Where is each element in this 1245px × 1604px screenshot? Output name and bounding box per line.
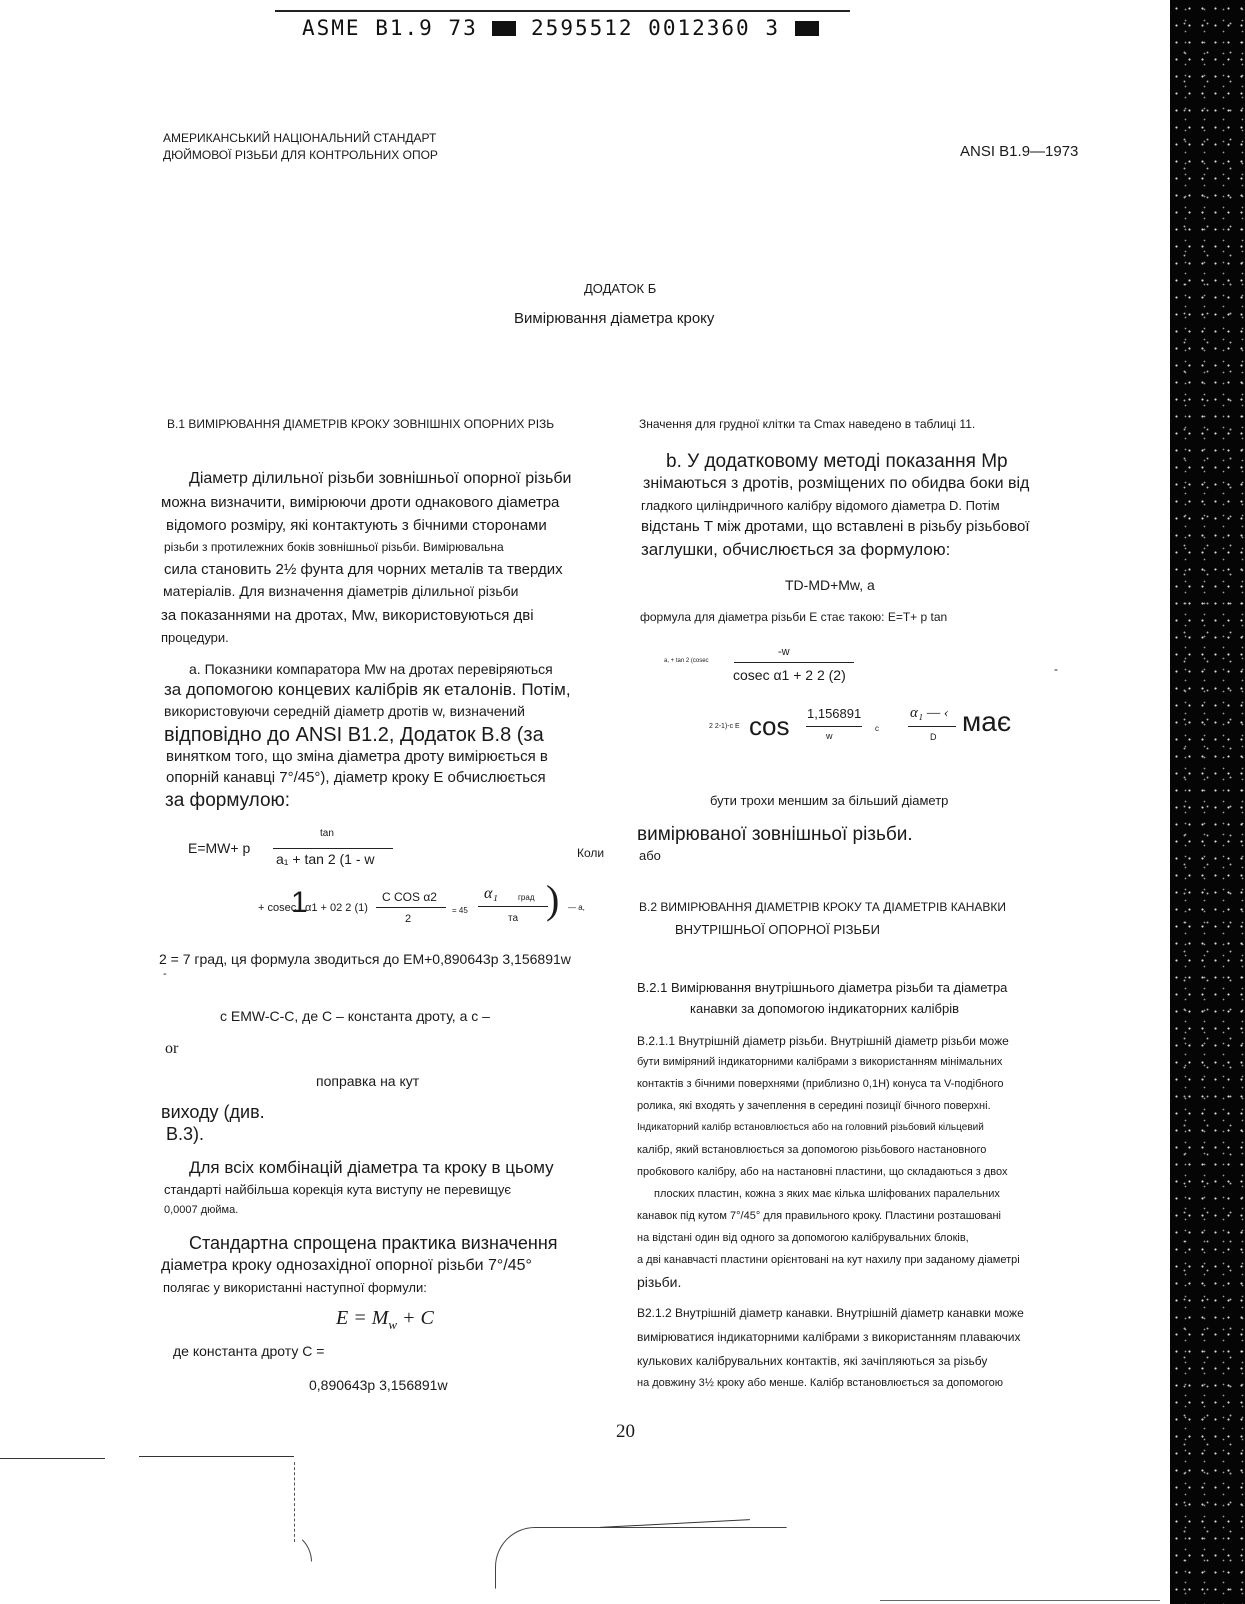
- f1-l2-a: + cosec: [258, 902, 297, 914]
- p1-line-3: різьби з протилежних боків зовнішньої різьби. Вимірювальна: [164, 540, 504, 554]
- p1-line-2: відомого розміру, які контактують з бічними сторонами: [166, 517, 547, 534]
- p1-line-4: сила становить 2½ фунта для чорних металів та твердих: [164, 561, 563, 578]
- scan-bar-1: [492, 21, 516, 36]
- b212-line-1: вимірюватися індикаторними калібрами з використанням плаваючих: [637, 1330, 1021, 1344]
- eq-sub: w: [388, 1317, 398, 1332]
- p2-line-0: а. Показники компаратора Mw на дротах перевіряються: [189, 661, 553, 677]
- p3-text: 2 = 7 град, ця формула зводиться до EM+0,890643p 3,156891w: [159, 951, 571, 967]
- p7-line-1: стандарті найбільша корекція кута виступу не перевищує: [164, 1182, 512, 1197]
- r3-text: TD-MD+Mw, a: [785, 577, 875, 593]
- section-b2-heading-l2: ВНУТРІШНЬОЇ ОПОРНОЇ РІЗЬБИ: [675, 922, 880, 937]
- p1-line-0: Діаметр ділильної різьби зовнішньої опорної різьби: [189, 470, 572, 487]
- f2-a-bar: [908, 726, 956, 727]
- p1-line-6: за показаннями на дротах, Mw, використовуються дві: [161, 607, 534, 624]
- p8-line-2: полягає у використанні наступної формули:: [163, 1280, 427, 1295]
- f1-lhs: E=MW+ p: [188, 840, 251, 856]
- f1-koly: Коли: [577, 846, 605, 860]
- p9-text: де константа дроту С =: [173, 1343, 325, 1359]
- b211-line-4: Індикаторний калібр встановлюється або на головний різьбовий кільцевий: [637, 1122, 984, 1133]
- f1-l2-sub45: = 45: [452, 906, 468, 915]
- scan-artifact-line-1: [0, 1458, 105, 1459]
- section-b2-heading-l1: B.2 ВИМІРЮВАННЯ ДІАМЕТРІВ КРОКУ ТА ДІАМЕТРІВ КАНАВКИ: [639, 900, 1007, 914]
- f2-dash: -: [1054, 662, 1058, 676]
- appendix-label: ДОДАТОК Б: [584, 281, 657, 296]
- f2-num: -w: [778, 646, 790, 658]
- f1-l2-b: α1 + 02 2 (1): [305, 902, 368, 914]
- f2-small: a, + tan 2 (cosec: [664, 658, 709, 664]
- p7-line-2: 0,0007 дюйма.: [164, 1204, 239, 1216]
- f2-c-bar: [806, 726, 862, 727]
- scan-header-right: 2595512 0012360 3: [531, 16, 780, 40]
- r2-line-2: гладкого циліндричного калібру відомого діаметра D. Потім: [641, 498, 1000, 513]
- f1-l2-num: C COS α2: [382, 890, 437, 904]
- p4-or: or: [165, 1040, 179, 1057]
- running-header-line2: ДЮЙМОВОЇ РІЗЬБИ ДЛЯ КОНТРОЛЬНИХ ОПОР: [163, 148, 438, 162]
- b211-line-1: бути виміряний індикаторними калібрами з використанням мінімальних: [637, 1056, 1003, 1068]
- f1-numerator: tan: [320, 828, 334, 839]
- b211-line-11: різьби.: [637, 1274, 682, 1290]
- p5-text: поправка на кут: [316, 1073, 420, 1089]
- scan-artifact-line-bottom: [880, 1600, 1160, 1601]
- f1-l2-paren: ): [546, 877, 560, 922]
- scan-border-speckle: [1170, 0, 1245, 1604]
- f2-cos: cos: [749, 711, 790, 741]
- p4-text: с EMW-C-C, де С – константа дроту, а с –: [220, 1008, 490, 1024]
- p3-dash: -: [163, 968, 167, 980]
- f2-den: cosec α1 + 2 2 (2): [733, 667, 846, 683]
- section-b21-heading-l1: B.2.1 Вимірювання внутрішнього діаметра різьби та діаметра: [637, 980, 1008, 995]
- r4-text: формула для діаметра різьби E стає такою: E=T+ p tan: [640, 610, 948, 624]
- p6-line1: виходу (див.: [161, 1102, 265, 1122]
- b211-line-8: канавок під кутом 7°/45° для правильного кроку. Пластини розташовані: [637, 1210, 1001, 1222]
- f1-l2-alpha: α₁: [484, 885, 498, 902]
- b211-line-0: B.2.1.1 Внутрішній діаметр різьби. Внутрішній діаметр різьби може: [637, 1034, 1009, 1048]
- f1-l2-ta: та: [508, 913, 519, 924]
- p2-line-5: опорній канавці 7°/45°), діаметр кроку E обчислюється: [166, 769, 546, 786]
- b212-line-2: кулькових калібрувальних контактів, які зачіпляються за різьбу: [637, 1354, 988, 1368]
- scan-artifact-curve-right: [495, 1527, 787, 1589]
- f1-l2-tail: — a,: [568, 903, 585, 912]
- f1-l2-big1: 1: [291, 886, 308, 919]
- scan-header: [302, 16, 819, 40]
- b212-line-3: на довжину 3½ кроку або менше. Калібр встановлюється за допомогою: [637, 1377, 1004, 1389]
- b211-line-5: калібр, який встановлюється за допомогою різьбового настановного: [637, 1144, 987, 1156]
- section-b21-heading-l2: канавки за допомогою індикаторних калібрів: [690, 1001, 959, 1016]
- p10-text: 0,890643p 3,156891w: [309, 1377, 448, 1393]
- scan-bar-2: [795, 21, 819, 36]
- r5-text: бути трохи меншим за більший діаметр: [710, 793, 949, 808]
- f2-c-sub: c: [875, 724, 879, 733]
- f2-bar: [734, 662, 854, 663]
- scan-header-left: ASME B1.9 73: [302, 16, 478, 40]
- r7-text: або: [639, 848, 661, 863]
- p2-line-2: використовуючи середній діаметр дротів w, визначений: [164, 703, 525, 719]
- p1-line-7: процедури.: [161, 630, 229, 645]
- section-b1-heading: B.1 ВИМІРЮВАННЯ ДІАМЕТРІВ КРОКУ ЗОВНІШНІХ ОПОРНИХ РІЗЬ: [167, 417, 555, 431]
- p1-line-5: матеріалів. Для визначення діаметрів ділильної різьби: [163, 583, 519, 599]
- r2-line-0: b. У додатковому методі показання Mp: [666, 451, 1008, 472]
- b211-line-2: контактів з бічними поверхнями (приблизно 0,1H) конуса та V-подібного: [637, 1078, 1004, 1090]
- r2-line-1: знімаються з дротів, розміщених по обидва боки від: [643, 475, 1030, 492]
- p1-line-1: можна визначити, вимірюючи дроти однакового діаметра: [161, 494, 560, 511]
- r6-text: вимірюваної зовнішньої різьби.: [637, 824, 913, 845]
- f2-small2: 2 2-1)-c E: [709, 723, 740, 730]
- b211-line-7: плоских пластин, кожна з яких має кілька шліфованих паралельних: [654, 1188, 1000, 1200]
- f2-c-den: w: [826, 731, 833, 741]
- running-header-line1: АМЕРИКАНСЬКИЙ НАЦІОНАЛЬНИЙ СТАНДАРТ: [163, 131, 437, 145]
- p2-line-6: за формулою:: [165, 790, 291, 811]
- p8-line-0: Стандартна спрощена практика визначення: [189, 1233, 558, 1253]
- f1-l2-grad: град: [518, 893, 535, 902]
- scan-artifact-dashes: [294, 1462, 295, 1542]
- scan-artifact-line-2: [139, 1456, 294, 1457]
- b211-line-10: а дві канавчасті пластини орієнтовані на кут нахилу при заданому діаметрі: [637, 1254, 1020, 1266]
- p8-line-1: діаметра кроку однозахідної опорної різьби 7°/45°: [161, 1257, 532, 1274]
- page-number: 20: [616, 1421, 635, 1442]
- standard-number: ANSI B1.9—1973: [960, 143, 1079, 160]
- simplified-equation: [336, 1307, 434, 1333]
- f1-l2-den: 2: [405, 913, 412, 925]
- b211-line-3: ролика, які входять у зачеплення в середині позиції бічного поверхні.: [637, 1100, 991, 1112]
- f2-a-den: D: [930, 732, 937, 742]
- f1-l2-bar2: [478, 906, 548, 907]
- r2-line-3: відстань T між дротами, що вставлені в різьбу різьбової: [641, 518, 1030, 535]
- f2-a-num: α₁ — ‹: [910, 705, 949, 721]
- scan-artifact-curve-left: [230, 1530, 312, 1562]
- eq-tail: + C: [397, 1307, 434, 1329]
- r2-line-4: заглушки, обчислюється за формулою:: [641, 540, 951, 559]
- p7-line-0: Для всіх комбінацій діаметра та кроку в цьому: [189, 1158, 554, 1177]
- p2-line-3: відповідно до ANSI B1.2, Додаток B.8 (за: [164, 724, 544, 746]
- p6-line2: B.3).: [166, 1124, 205, 1144]
- p2-line-1: за допомогою концевих калібрів як еталонів. Потім,: [164, 680, 571, 699]
- p2-line-4: винятком того, що зміна діаметра дроту вимірюється в: [166, 748, 548, 765]
- f2-c-num: 1,156891: [807, 706, 862, 721]
- f1-l2-bar: [376, 907, 446, 908]
- r1-text: Значення для грудної клітки та Cmax наведено в таблиці 11.: [639, 417, 976, 431]
- f1-denominator: a₁ + tan 2 (1 - w: [276, 851, 375, 867]
- f1-fraction-bar: [273, 848, 393, 849]
- f2-mae: має: [962, 706, 1012, 737]
- appendix-title: Вимірювання діаметра кроку: [514, 310, 715, 327]
- b211-line-6: пробкового калібру, або на настановні пластини, що складаються з двох: [637, 1166, 1008, 1178]
- b212-line-0: B2.1.2 Внутрішній діаметр канавки. Внутрішній діаметр канавки може: [637, 1306, 1024, 1320]
- eq-main: E = M: [336, 1307, 389, 1329]
- b211-line-9: на відстані один від одного за допомогою калібрувальних блоків,: [637, 1232, 969, 1244]
- scan-top-rule: [275, 10, 850, 12]
